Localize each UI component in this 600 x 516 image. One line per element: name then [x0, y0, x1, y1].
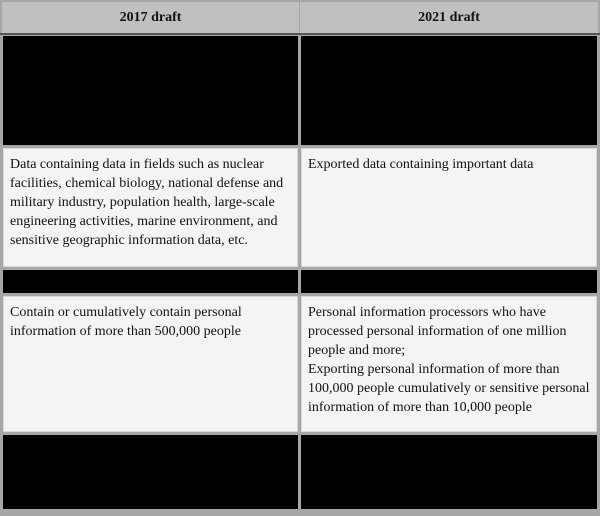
table-cell-2017: Data containing data in fields such as nuclear facilities, chemical biology, national defense and military industry, population health, large-scale engineering activities, marine environment, and sensitive geographic information data, etc. — [3, 148, 298, 267]
redacted-cell — [3, 435, 298, 509]
redacted-row — [0, 435, 600, 509]
table-row-important-data — [0, 148, 600, 267]
cell-paragraph: Personal information processors who have processed personal information of one million people and more; — [308, 305, 567, 358]
column-header-2021: 2021 draft — [300, 2, 598, 33]
cell-paragraph: Exporting personal information of more than 100,000 people cumulatively or sensitive personal information of more than 10,000 people — [308, 362, 590, 415]
redacted-cell — [3, 36, 298, 145]
redacted-row — [0, 270, 600, 293]
header-divider — [0, 33, 600, 35]
redacted-cell — [301, 270, 597, 293]
redacted-cell — [3, 270, 298, 293]
table-cell-2021 — [301, 296, 597, 432]
redacted-cell — [301, 435, 597, 509]
table-row-personal-information — [0, 296, 600, 432]
header-row — [0, 2, 600, 33]
redacted-row — [0, 36, 600, 145]
redacted-cell — [301, 36, 597, 145]
table-cell-2021: Exported data containing important data — [301, 148, 597, 267]
column-header-2017: 2017 draft — [2, 2, 299, 33]
table-cell-2017: Contain or cumulatively contain personal information of more than 500,000 people — [3, 296, 298, 432]
